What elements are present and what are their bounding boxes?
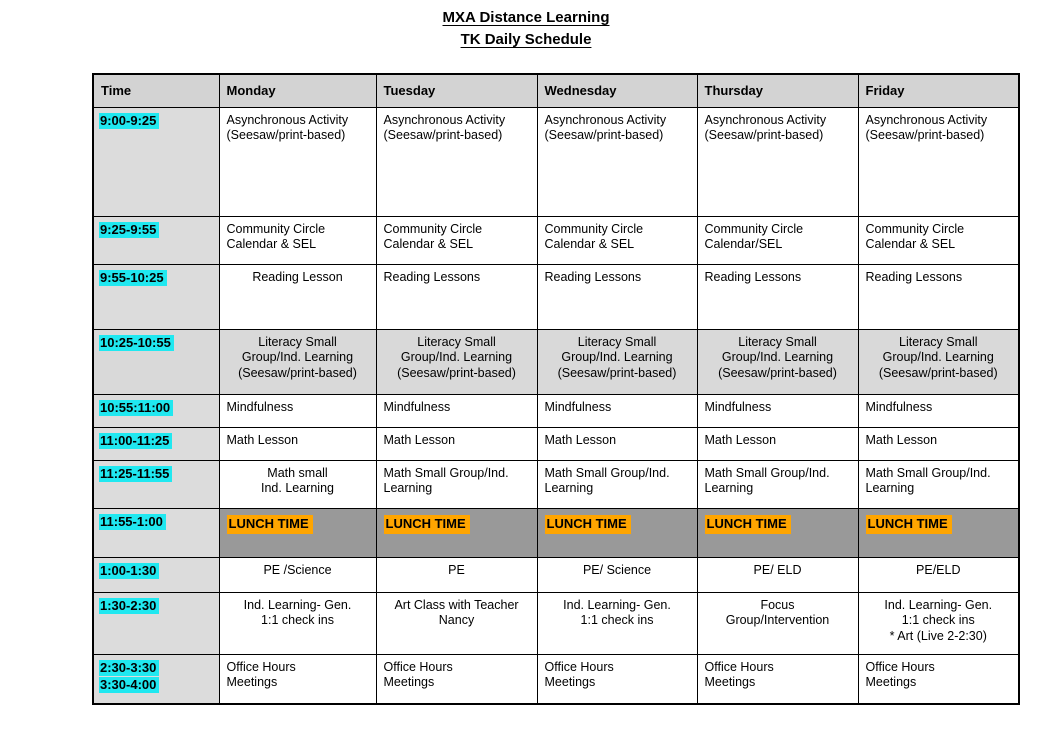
cell-text-line: PE: [448, 562, 465, 577]
time-cell: [93, 264, 219, 329]
document-title: [0, 7, 1052, 51]
cell-text-line: Calendar & SEL: [383, 237, 474, 252]
cell-text-line: Ind. Learning- Gen.: [563, 597, 671, 612]
cell-text-line: Group/Ind. Learning: [882, 350, 994, 365]
cell-text-line: Community Circle: [383, 221, 483, 236]
schedule-body: [93, 107, 1019, 704]
schedule-cell: [858, 264, 1019, 329]
schedule-cell: [537, 592, 697, 654]
column-header-wednesday: Wednesday: [537, 74, 697, 108]
schedule-cell: [858, 508, 1019, 557]
cell-text-line: Group/Ind. Learning: [721, 350, 834, 365]
time-cell: [93, 654, 219, 704]
time-highlight: 3:30-4:00: [99, 677, 159, 693]
cell-text-line: Reading Lessons: [544, 269, 642, 284]
schedule-cell: [219, 557, 376, 592]
schedule-cell: [219, 216, 376, 264]
schedule-cell: [858, 329, 1019, 394]
schedule-cell: [697, 264, 858, 329]
cell-text-line: Calendar/SEL: [704, 237, 783, 252]
cell-text-line: Meetings: [865, 675, 917, 690]
schedule-cell: [537, 216, 697, 264]
cell-text-line: Asynchronous Activity: [865, 112, 988, 127]
cell-text-line: Mindfulness: [704, 399, 772, 414]
schedule-cell: [376, 394, 537, 427]
cell-text-line: Learning: [704, 481, 754, 496]
schedule-row: [93, 508, 1019, 557]
schedule-cell: [858, 394, 1019, 427]
schedule-row: [93, 107, 1019, 216]
lunch-highlight: LUNCH TIME: [384, 515, 470, 534]
cell-text-line: Math Lesson: [704, 432, 777, 447]
schedule-cell: [376, 654, 537, 704]
cell-text-line: (Seesaw/print-based): [878, 365, 998, 380]
schedule-row: [93, 460, 1019, 508]
cell-text-line: Mindfulness: [383, 399, 451, 414]
time-highlight: 10:25-10:55: [99, 335, 174, 351]
cell-text-line: Office Hours: [226, 659, 296, 674]
cell-text-line: Math Lesson: [865, 432, 938, 447]
cell-text-line: Asynchronous Activity: [226, 112, 349, 127]
time-cell: [93, 329, 219, 394]
cell-text-line: Asynchronous Activity: [383, 112, 506, 127]
cell-text-line: Nancy: [438, 613, 475, 628]
schedule-cell: [219, 460, 376, 508]
schedule-cell: [697, 329, 858, 394]
schedule-cell: [858, 216, 1019, 264]
schedule-cell: [219, 264, 376, 329]
cell-text-line: 1:1 check ins: [901, 613, 975, 628]
schedule-cell: [858, 460, 1019, 508]
cell-text-line: Calendar & SEL: [544, 237, 635, 252]
lunch-highlight: LUNCH TIME: [545, 515, 631, 534]
cell-text-line: Math small: [267, 465, 328, 480]
cell-text-line: Math Small Group/Ind.: [544, 465, 670, 480]
schedule-cell: [537, 508, 697, 557]
cell-text-line: Ind. Learning: [261, 481, 334, 496]
schedule-cell: [219, 654, 376, 704]
cell-text-line: PE/ Science: [582, 562, 652, 577]
cell-text-line: * Art (Live 2-2:30): [889, 628, 987, 643]
cell-text-line: Math Small Group/Ind.: [865, 465, 991, 480]
cell-text-line: Literacy Small: [577, 334, 657, 349]
schedule-cell: [697, 508, 858, 557]
schedule-row: [93, 557, 1019, 592]
cell-text-line: Asynchronous Activity: [704, 112, 827, 127]
cell-text-line: Community Circle: [865, 221, 965, 236]
schedule-cell: [219, 508, 376, 557]
cell-text-line: Meetings: [544, 675, 596, 690]
time-cell: [93, 460, 219, 508]
cell-text-line: Meetings: [704, 675, 756, 690]
schedule-table: [92, 73, 1020, 706]
cell-text-line: Group/Ind. Learning: [241, 350, 354, 365]
schedule-cell: [697, 460, 858, 508]
schedule-cell: [537, 329, 697, 394]
cell-text-line: Office Hours: [383, 659, 453, 674]
schedule-cell: [537, 460, 697, 508]
column-header-thursday: Thursday: [697, 74, 858, 108]
cell-text-line: (Seesaw/print-based): [718, 365, 837, 380]
schedule-cell: [376, 557, 537, 592]
schedule-row: [93, 264, 1019, 329]
title-line-2: TK Daily Schedule: [460, 30, 592, 48]
cell-text-line: (Seesaw/print-based): [397, 365, 516, 380]
cell-text-line: Office Hours: [865, 659, 935, 674]
time-cell: [93, 427, 219, 460]
schedule-cell: [219, 427, 376, 460]
cell-text-line: Meetings: [383, 675, 435, 690]
cell-text-line: Reading Lessons: [383, 269, 481, 284]
cell-text-line: Math Lesson: [226, 432, 299, 447]
schedule-cell: [219, 592, 376, 654]
cell-text-line: Literacy Small: [899, 334, 978, 349]
cell-text-line: Reading Lesson: [252, 269, 343, 284]
schedule-cell: [697, 216, 858, 264]
cell-text-line: PE /Science: [263, 562, 332, 577]
schedule-cell: [697, 557, 858, 592]
cell-text-line: (Seesaw/print-based): [226, 128, 346, 143]
schedule-cell: [697, 427, 858, 460]
cell-text-line: (Seesaw/print-based): [544, 128, 664, 143]
time-cell: [93, 557, 219, 592]
time-cell: [93, 216, 219, 264]
schedule-row: [93, 329, 1019, 394]
column-header-monday: Monday: [219, 74, 376, 108]
cell-text-line: (Seesaw/print-based): [704, 128, 824, 143]
schedule-cell: [376, 107, 537, 216]
schedule-cell: [376, 264, 537, 329]
schedule-cell: [537, 264, 697, 329]
schedule-cell: [697, 107, 858, 216]
cell-text-line: Reading Lessons: [704, 269, 802, 284]
cell-text-line: Mindfulness: [544, 399, 612, 414]
cell-text-line: PE/ ELD: [753, 562, 802, 577]
schedule-cell: [537, 427, 697, 460]
time-highlight: 2:30-3:30: [99, 660, 159, 676]
time-cell: [93, 508, 219, 557]
column-header-tuesday: Tuesday: [376, 74, 537, 108]
cell-text-line: Focus: [760, 597, 795, 612]
cell-text-line: Ind. Learning- Gen.: [243, 597, 352, 612]
cell-text-line: Group/Ind. Learning: [561, 350, 673, 365]
schedule-row: [93, 394, 1019, 427]
schedule-row: [93, 654, 1019, 704]
cell-text-line: Literacy Small: [258, 334, 337, 349]
cell-text-line: Literacy Small: [738, 334, 817, 349]
cell-text-line: Calendar & SEL: [226, 237, 317, 252]
cell-text-line: Math Lesson: [544, 432, 617, 447]
cell-text-line: Learning: [383, 481, 433, 496]
cell-text-line: Ind. Learning- Gen.: [884, 597, 993, 612]
cell-text-line: Meetings: [226, 675, 278, 690]
schedule-cell: [376, 427, 537, 460]
cell-text-line: PE/ELD: [916, 562, 961, 577]
cell-text-line: 1:1 check ins: [580, 613, 654, 628]
time-highlight: 1:30-2:30: [99, 598, 159, 614]
lunch-highlight: LUNCH TIME: [227, 515, 313, 534]
schedule-row: [93, 592, 1019, 654]
cell-text-line: Calendar & SEL: [865, 237, 956, 252]
schedule-cell: [376, 592, 537, 654]
time-highlight: 11:25-11:55: [99, 466, 172, 482]
time-highlight: 10:55:11:00: [99, 400, 173, 416]
schedule-cell: [537, 394, 697, 427]
schedule-cell: [858, 427, 1019, 460]
cell-text-line: Mindfulness: [226, 399, 294, 414]
schedule-row: [93, 427, 1019, 460]
cell-text-line: Group/Intervention: [725, 613, 830, 628]
schedule-cell: [219, 107, 376, 216]
cell-text-line: Community Circle: [544, 221, 644, 236]
schedule-cell: [858, 654, 1019, 704]
cell-text-line: Community Circle: [704, 221, 804, 236]
time-cell: [93, 107, 219, 216]
schedule-cell: [858, 592, 1019, 654]
cell-text-line: 1:1 check ins: [261, 613, 334, 628]
time-highlight: 9:00-9:25: [99, 113, 159, 129]
schedule-cell: [858, 557, 1019, 592]
schedule-header-row: [93, 74, 1019, 108]
cell-text-line: Community Circle: [226, 221, 326, 236]
time-highlight: 9:25-9:55: [99, 222, 159, 238]
schedule-cell: [376, 460, 537, 508]
cell-text-line: Mindfulness: [865, 399, 933, 414]
cell-text-line: (Seesaw/print-based): [383, 128, 503, 143]
time-highlight: 11:55-1:00: [99, 514, 166, 530]
schedule-cell: [697, 592, 858, 654]
schedule-cell: [219, 394, 376, 427]
cell-text-line: Office Hours: [544, 659, 614, 674]
time-cell: [93, 592, 219, 654]
column-header-time: Time: [93, 74, 219, 108]
cell-text-line: Math Lesson: [383, 432, 456, 447]
time-cell: [93, 394, 219, 427]
schedule-row: [93, 216, 1019, 264]
cell-text-line: Math Small Group/Ind.: [704, 465, 830, 480]
schedule-cell: [376, 216, 537, 264]
schedule-cell: [537, 107, 697, 216]
cell-text-line: Group/Ind. Learning: [400, 350, 513, 365]
lunch-highlight: LUNCH TIME: [705, 515, 791, 534]
schedule-cell: [697, 394, 858, 427]
schedule-cell: [858, 107, 1019, 216]
cell-text-line: (Seesaw/print-based): [865, 128, 985, 143]
schedule-cell: [537, 557, 697, 592]
cell-text-line: Art Class with Teacher: [394, 597, 519, 612]
title-line-1: MXA Distance Learning: [442, 9, 610, 26]
lunch-highlight: LUNCH TIME: [866, 515, 952, 534]
schedule-cell: [376, 508, 537, 557]
time-highlight: 1:00-1:30: [99, 563, 159, 579]
cell-text-line: Literacy Small: [417, 334, 496, 349]
column-header-friday: Friday: [858, 74, 1019, 108]
time-highlight: 11:00-11:25: [99, 433, 172, 449]
time-highlight: 9:55-10:25: [99, 270, 167, 286]
cell-text-line: Office Hours: [704, 659, 774, 674]
schedule-cell: [219, 329, 376, 394]
schedule-cell: [537, 654, 697, 704]
schedule-cell: [697, 654, 858, 704]
cell-text-line: Reading Lessons: [865, 269, 963, 284]
cell-text-line: Learning: [865, 481, 915, 496]
schedule-cell: [376, 329, 537, 394]
cell-text-line: Math Small Group/Ind.: [383, 465, 509, 480]
cell-text-line: (Seesaw/print-based): [238, 365, 357, 380]
cell-text-line: Learning: [544, 481, 594, 496]
cell-text-line: Asynchronous Activity: [544, 112, 667, 127]
cell-text-line: (Seesaw/print-based): [557, 365, 677, 380]
